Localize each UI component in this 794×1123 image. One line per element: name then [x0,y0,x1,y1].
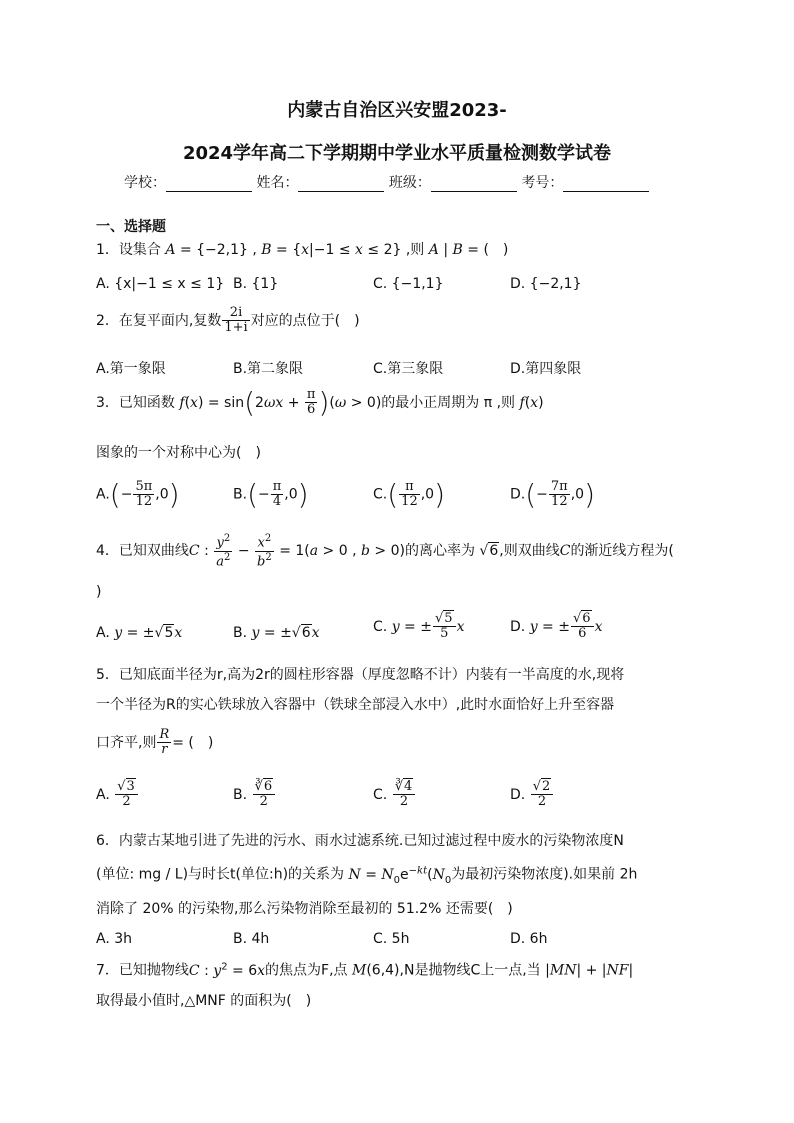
info-fields [124,172,649,192]
question-5-line3: 口齐平,则 $\frac{R}{r}$ = ( ) [96,727,214,758]
question-4-line2: ) [96,584,102,600]
exam-number-label: 考号： [521,175,564,191]
question-2: 2．在复平面内,复数 $\frac{2i}{1+i}$ 对应的点位于( ) [96,305,360,336]
name-blank[interactable] [298,177,384,192]
q2-option-b[interactable]: B.第二象限 [233,361,304,377]
class-blank[interactable] [431,177,517,192]
class-label: 班级： [388,175,431,191]
q5-option-d[interactable]: D. $\frac{√2}{2}$ [510,780,554,810]
q3-option-d[interactable]: D.(− $\frac{7\pi}{12}$ ,0) [510,478,596,511]
q2-option-d[interactable]: D.第四象限 [510,361,582,377]
formula: B [261,242,272,258]
q6-option-d[interactable]: D. 6h [510,931,548,947]
q6-option-b[interactable]: B. 4h [233,931,270,947]
formula: C : $y^2 = 6x$ [188,961,266,979]
q6-option-a[interactable]: A. 3h [96,931,133,947]
question-6-line1: 6．内蒙古某地引进了先进的污水、雨水过滤系统.已知过滤过程中废水的污染物浓度N [96,833,624,849]
formula: $\frac{R}{r}$ [159,727,170,758]
q1-option-c[interactable]: C. {−1,1} [373,276,444,292]
question-5-line1: 5．已知底面半径为r,高为2r的圆柱形容器（厚度忽略不计）内装有一半高度的水,现将 [96,667,625,683]
q1-option-a[interactable]: A. {x|−1 ≤ x ≤ 1} [96,276,225,292]
question-1: 1．设集合 A = {−2,1} , B = {x|−1 ≤ x ≤ 2} ,则 A | B = ( ) [96,242,509,258]
q3-option-a[interactable]: A.(− $\frac{5\pi}{12}$ ,0) [96,478,180,511]
q5-option-b[interactable]: B. $\frac{∛6}{2}$ [233,780,276,810]
q3-option-b[interactable]: B.(− $\frac{\pi}{4}$ ,0) [233,478,309,511]
q3-option-c[interactable]: C.( $\frac{\pi}{12}$ ,0) [373,478,446,511]
q5-option-a[interactable]: A. $\frac{√3}{2}$ [96,780,139,810]
question-4: 4．已知双曲线C : $\frac{y^2}{a^2}$ − $\frac{x^2}{b^2}$ = 1(a > 0 , b > 0)的离心率为 √6,则双曲线C的渐近线方程为( [96,533,674,569]
formula: f(x) = sin(2ωx + $\frac{\pi}{6}$ )(ω > 0) [179,385,382,419]
school-label: 学校： [124,175,166,191]
question-7-line2: 取得最小值时,△MNF 的面积为( ) [96,993,312,1009]
q4-option-d[interactable]: D. y = ± $\frac{√6}{6}$ x [510,611,603,642]
q1-option-b[interactable]: B. {1} [233,276,279,292]
q6-option-c[interactable]: C. 5h [373,931,410,947]
formula: $\frac{2i}{1+i}$ [224,305,248,336]
question-7: 7．已知抛物线C : $y^2 = 6x$的焦点为F,点 M(6,4),N是抛物线C上一点,当 |MN| + |NF| [96,961,634,979]
q5-option-c[interactable]: C. $\frac{∛4}{2}$ [373,780,416,810]
q4-option-a[interactable]: A. y = ±√5x [96,625,183,641]
q4-option-b[interactable]: B. y = ±√6x [233,625,320,641]
question-6-line3: 消除了 20% 的污染物,那么污染物消除至最初的 51.2% 还需要( ) [96,901,513,917]
q2-option-c[interactable]: C.第三象限 [373,361,444,377]
school-blank[interactable] [166,177,252,192]
q4-option-c[interactable]: C. y = ± $\frac{√5}{5}$ x [373,611,465,642]
name-label: 姓名： [256,175,299,191]
question-3: 3．已知函数 f(x) = sin(2ωx + $\frac{\pi}{6}$ )(ω > 0)的最小正周期为 π ,则 f(x) [96,385,544,419]
question-3-line2: 图象的一个对称中心为( ) [96,445,261,461]
question-6-line2: (单位: mg / L)与时长t(单位:h)的关系为 $N = N_0e^{-kt}(N_0$为最初污染物浓度).如果前 2h [96,865,638,886]
q2-option-a[interactable]: A.第一象限 [96,361,166,377]
formula: C : $\frac{y^2}{a^2}$ − $\frac{x^2}{b^2}$ = 1(a > 0 , b > 0) [188,533,405,569]
question-5-line2: 一个半径为R的实心铁球放入容器中（铁球全部浸入水中）,此时水面恰好上升至容器 [96,697,615,713]
page-title-line2: 2024学年高二下学期期中学业水平质量检测数学试卷 [182,143,612,164]
q1-option-d[interactable]: D. {−2,1} [510,276,582,292]
exam-number-blank[interactable] [563,177,649,192]
formula: A [165,242,176,258]
formula: $N = N_0e^{-kt}(N_0$ [348,865,452,886]
section-heading: 一、选择题 [96,219,166,235]
page-title-line1: 内蒙古自治区兴安盟2023- [287,100,507,121]
